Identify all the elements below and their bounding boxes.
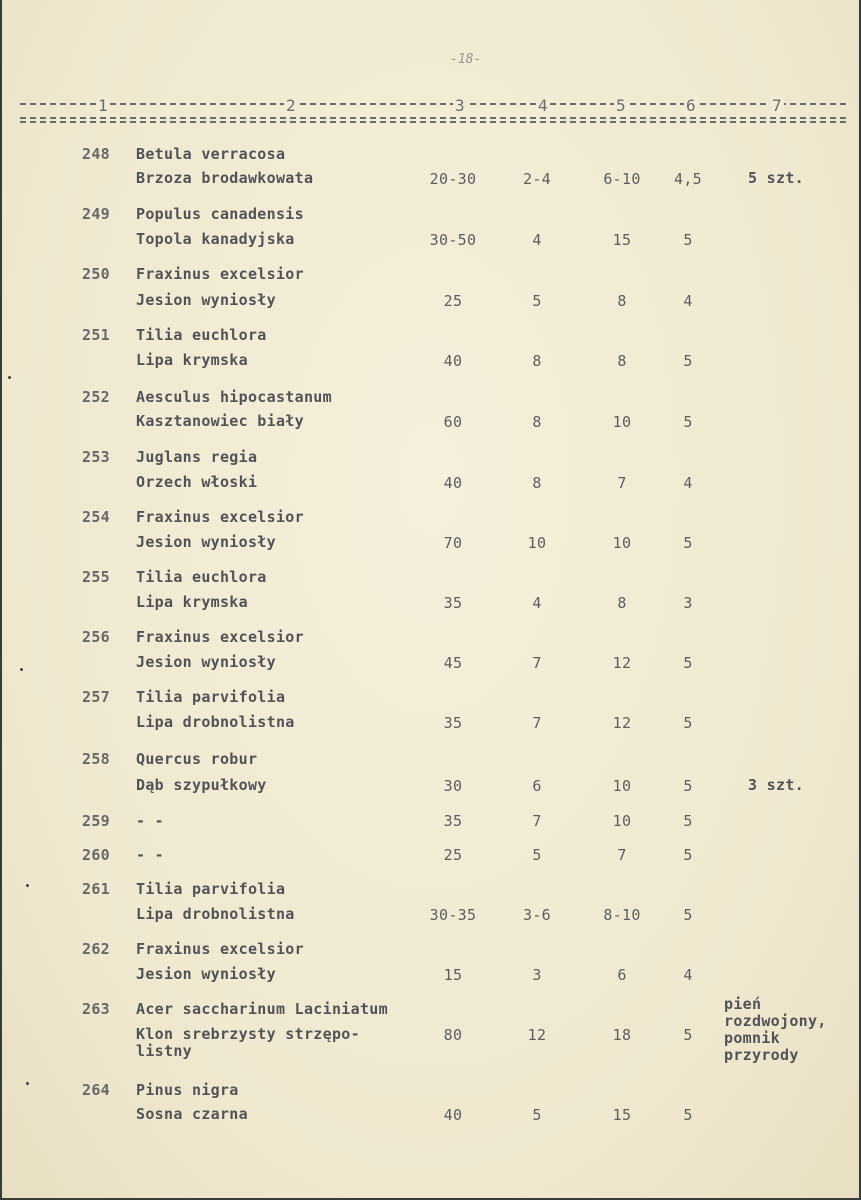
value-col-3: 15	[443, 966, 463, 984]
value-col-6: 5	[683, 534, 693, 552]
column-header-7: 7	[772, 96, 782, 115]
value-col-5: 6-10	[603, 170, 641, 188]
value-col-5: 10	[612, 812, 632, 830]
value-col-5: 8	[617, 594, 627, 612]
value-col-5: 12	[612, 654, 632, 672]
value-col-5: 8	[617, 352, 627, 370]
column-header-2: 2	[286, 96, 296, 115]
header-rule-bottom	[20, 121, 846, 123]
value-col-3: 30	[443, 777, 463, 795]
value-col-3: 60	[443, 413, 463, 431]
row-number: 253	[82, 448, 110, 466]
value-col-5: 10	[612, 777, 632, 795]
value-col-6: 5	[683, 352, 693, 370]
latin-name: Fraxinus excelsior	[136, 265, 304, 283]
row-number: 260	[82, 846, 110, 864]
latin-name: Tilia parvifolia	[136, 688, 286, 706]
latin-name: Betula verracosa	[136, 145, 286, 163]
polish-name: Lipa krymska	[136, 593, 248, 611]
latin-name: Quercus robur	[136, 750, 258, 768]
polish-name: Lipa drobnolistna	[136, 713, 295, 731]
column-header-4: 4	[538, 96, 548, 115]
row-number: 258	[82, 750, 110, 768]
value-col-6: 5	[683, 812, 693, 830]
polish-name: Orzech włoski	[136, 473, 258, 491]
latin-name: Tilia euchlora	[136, 326, 267, 344]
value-col-6: 5	[683, 714, 693, 732]
column-header-6: 6	[686, 96, 696, 115]
remarks: pień rozdwojony, pomnik przyrody	[724, 995, 827, 1064]
value-col-4: 7	[532, 654, 542, 672]
value-col-6: 5	[683, 777, 693, 795]
header-rule-top	[20, 103, 846, 105]
paper-speck	[20, 668, 23, 671]
page-number: -18-	[450, 52, 482, 67]
value-col-4: 6	[532, 777, 542, 795]
row-number: 262	[82, 940, 110, 958]
latin-name: Aesculus hipocastanum	[136, 388, 332, 406]
value-col-3: 45	[443, 654, 463, 672]
paper-speck	[8, 376, 11, 379]
remarks: 5 szt.	[748, 169, 804, 187]
value-col-3: 35	[443, 812, 463, 830]
value-col-6: 3	[683, 594, 693, 612]
latin-name: Pinus nigra	[136, 1081, 239, 1099]
value-col-5: 12	[612, 714, 632, 732]
value-col-3: 40	[443, 474, 463, 492]
value-col-6: 5	[683, 1026, 693, 1044]
row-number: 251	[82, 326, 110, 344]
row-number: 261	[82, 880, 110, 898]
polish-name: Jesion wyniosły	[136, 291, 276, 309]
value-col-4: 5	[532, 292, 542, 310]
value-col-5: 7	[617, 846, 627, 864]
value-col-5: 18	[612, 1026, 632, 1044]
row-number: 249	[82, 205, 110, 223]
value-col-4: 4	[532, 231, 542, 249]
latin-name: Populus canadensis	[136, 205, 304, 223]
value-col-4: 3-6	[523, 906, 551, 924]
value-col-3: 40	[443, 352, 463, 370]
value-col-3: 25	[443, 846, 463, 864]
value-col-6: 5	[683, 231, 693, 249]
value-col-3: 35	[443, 594, 463, 612]
latin-name: Tilia parvifolia	[136, 880, 286, 898]
remarks: 3 szt.	[748, 776, 804, 794]
header-rule-middle	[20, 117, 846, 119]
value-col-4: 8	[532, 352, 542, 370]
value-col-3: 40	[443, 1106, 463, 1124]
value-col-5: 10	[612, 534, 632, 552]
row-number: 250	[82, 265, 110, 283]
column-header-5: 5	[616, 96, 626, 115]
document-page	[2, 0, 859, 1198]
value-col-4: 8	[532, 474, 542, 492]
value-col-3: 30-50	[429, 231, 477, 249]
paper-speck	[26, 884, 29, 887]
latin-name: - -	[136, 846, 164, 864]
latin-name: - -	[136, 812, 164, 830]
value-col-5: 8-10	[603, 906, 641, 924]
value-col-4: 10	[527, 534, 547, 552]
value-col-5: 15	[612, 231, 632, 249]
column-header-3: 3	[455, 96, 465, 115]
polish-name: Kasztanowiec biały	[136, 412, 304, 430]
column-header-1: 1	[98, 96, 108, 115]
polish-name: Klon srebrzysty strzępo- listny	[136, 1025, 360, 1060]
value-col-4: 5	[532, 1106, 542, 1124]
value-col-6: 5	[683, 413, 693, 431]
row-number: 257	[82, 688, 110, 706]
row-number: 256	[82, 628, 110, 646]
row-number: 264	[82, 1081, 110, 1099]
value-col-4: 5	[532, 846, 542, 864]
row-number: 254	[82, 508, 110, 526]
value-col-5: 15	[612, 1106, 632, 1124]
polish-name: Jesion wyniosły	[136, 653, 276, 671]
polish-name: Dąb szypułkowy	[136, 776, 267, 794]
polish-name: Topola kanadyjska	[136, 230, 295, 248]
value-col-3: 20-30	[429, 170, 477, 188]
row-number: 255	[82, 568, 110, 586]
value-col-3: 80	[443, 1026, 463, 1044]
value-col-5: 7	[617, 474, 627, 492]
latin-name: Juglans regia	[136, 448, 258, 466]
value-col-6: 5	[683, 846, 693, 864]
latin-name: Fraxinus excelsior	[136, 628, 304, 646]
row-number: 259	[82, 812, 110, 830]
value-col-6: 4	[683, 474, 693, 492]
polish-name: Jesion wyniosły	[136, 965, 276, 983]
polish-name: Jesion wyniosły	[136, 533, 276, 551]
latin-name: Tilia euchlora	[136, 568, 267, 586]
value-col-5: 8	[617, 292, 627, 310]
value-col-4: 8	[532, 413, 542, 431]
polish-name: Lipa krymska	[136, 351, 248, 369]
value-col-4: 3	[532, 966, 542, 984]
latin-name: Fraxinus excelsior	[136, 940, 304, 958]
latin-name: Acer saccharinum Laciniatum	[136, 1000, 388, 1018]
value-col-3: 25	[443, 292, 463, 310]
polish-name: Lipa drobnolistna	[136, 905, 295, 923]
value-col-3: 30-35	[429, 906, 477, 924]
value-col-4: 7	[532, 714, 542, 732]
value-col-6: 5	[683, 906, 693, 924]
value-col-5: 6	[617, 966, 627, 984]
value-col-6: 5	[683, 654, 693, 672]
row-number: 252	[82, 388, 110, 406]
value-col-6: 4	[683, 292, 693, 310]
value-col-6: 4	[683, 966, 693, 984]
value-col-5: 10	[612, 413, 632, 431]
value-col-4: 12	[527, 1026, 547, 1044]
value-col-3: 70	[443, 534, 463, 552]
value-col-6: 5	[683, 1106, 693, 1124]
row-number: 263	[82, 1000, 110, 1018]
row-number: 248	[82, 145, 110, 163]
polish-name: Sosna czarna	[136, 1105, 248, 1123]
value-col-6: 4,5	[674, 170, 702, 188]
value-col-4: 2-4	[523, 170, 551, 188]
paper-speck	[26, 1082, 29, 1085]
value-col-4: 4	[532, 594, 542, 612]
value-col-4: 7	[532, 812, 542, 830]
polish-name: Brzoza brodawkowata	[136, 169, 314, 187]
value-col-3: 35	[443, 714, 463, 732]
latin-name: Fraxinus excelsior	[136, 508, 304, 526]
